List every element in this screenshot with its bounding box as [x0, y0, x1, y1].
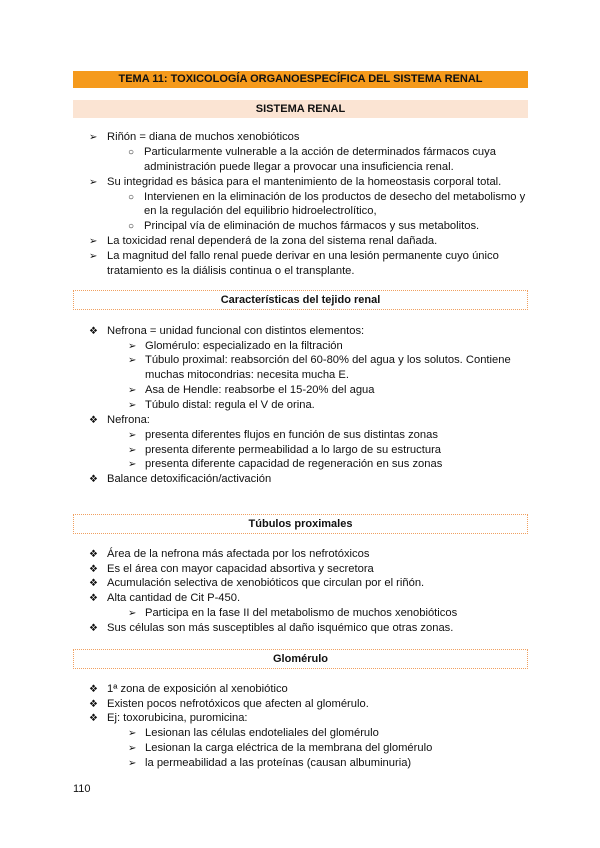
diamond-bullet-icon: ❖	[89, 326, 98, 337]
list-item: 1ª zona de exposición al xenobiótico	[107, 683, 288, 695]
list-item: la permeabilidad a las proteínas (causan albuminuria)	[145, 757, 412, 769]
diamond-bullet-icon: ❖	[89, 684, 98, 695]
diamond-bullet-icon: ❖	[89, 415, 98, 426]
diamond-bullet-icon: ❖	[89, 474, 98, 485]
subsection-heading-tubulos-proximales: Túbulos proximales	[73, 514, 528, 534]
arrow-bullet-icon: ➢	[89, 251, 98, 262]
list-item: presenta diferente permeabilidad a lo largo de su estructura	[145, 444, 442, 456]
arrow-bullet-icon: ➢	[128, 385, 137, 396]
list-item: La toxicidad renal dependerá de la zona del sistema renal dañada.	[107, 235, 438, 247]
arrow-bullet-icon: ➢	[128, 728, 137, 739]
arrow-bullet-icon: ➢	[128, 459, 137, 470]
arrow-bullet-icon: ➢	[128, 743, 137, 754]
list-item: Nefrona:	[107, 414, 150, 426]
topic-title: TEMA 11: TOXICOLOGÍA ORGANOESPECÍFICA DEL SISTEMA RENAL	[73, 71, 528, 88]
list-item: Su integridad es básica para el mantenimiento de la homeostasis corporal total.	[107, 176, 502, 188]
arrow-bullet-icon: ➢	[128, 758, 137, 769]
diamond-bullet-icon: ❖	[89, 564, 98, 575]
list-item: Lesionan la carga eléctrica de la membrana del glomérulo	[145, 742, 433, 754]
list-item: Ej: toxorubicina, puromicina:	[107, 712, 248, 724]
list-item: Túbulo distal: regula el V de orina.	[145, 399, 315, 411]
list-item: Nefrona = unidad funcional con distintos elementos:	[107, 325, 365, 337]
circle-bullet-icon: ○	[128, 221, 135, 232]
list-item: Sus células son más susceptibles al daño isquémico que otras zonas.	[107, 622, 454, 634]
list-item: Área de la nefrona más afectada por los nefrotóxicos	[107, 548, 370, 560]
list-item: Participa en la fase II del metabolismo de muchos xenobióticos	[145, 607, 458, 619]
diamond-bullet-icon: ❖	[89, 699, 98, 710]
list-item: Existen pocos nefrotóxicos que afecten al glomérulo.	[107, 698, 369, 710]
list-item: en la regulación del equilibrio hidroelectrolítico,	[144, 205, 377, 217]
list-item: Particularmente vulnerable a la acción de determinados fármacos cuya	[144, 146, 496, 158]
list-item: tratamiento es la diálisis continua o el transplante.	[107, 265, 355, 277]
arrow-bullet-icon: ➢	[128, 445, 137, 456]
list-item: administración puede llegar a provocar una insuficiencia renal.	[144, 161, 454, 173]
list-item: Alta cantidad de Cit P-450.	[107, 592, 241, 604]
section-heading: SISTEMA RENAL	[73, 100, 528, 118]
arrow-bullet-icon: ➢	[89, 177, 98, 188]
subsection-heading-tejido-renal: Características del tejido renal	[73, 290, 528, 310]
list-item: presenta diferente capacidad de regeneración en sus zonas	[145, 458, 443, 470]
arrow-bullet-icon: ➢	[89, 236, 98, 247]
arrow-bullet-icon: ➢	[128, 341, 137, 352]
diamond-bullet-icon: ❖	[89, 549, 98, 560]
list-item: Asa de Hendle: reabsorbe el 15-20% del agua	[145, 384, 375, 396]
list-item: La magnitud del fallo renal puede derivar en una lesión permanente cuyo único	[107, 250, 499, 262]
list-item: muchas mitocondrias: necesita mucha E.	[145, 369, 349, 381]
list-item: Principal vía de eliminación de muchos fármacos y sus metabolitos.	[144, 220, 480, 232]
list-item: Es el área con mayor capacidad absortiva y secretora	[107, 563, 374, 575]
diamond-bullet-icon: ❖	[89, 713, 98, 724]
arrow-bullet-icon: ➢	[128, 608, 137, 619]
circle-bullet-icon: ○	[128, 147, 135, 158]
arrow-bullet-icon: ➢	[128, 355, 137, 366]
page-number: 110	[73, 783, 91, 795]
list-item: Balance detoxificación/activación	[107, 473, 272, 485]
arrow-bullet-icon: ➢	[128, 400, 137, 411]
list-item: Acumulación selectiva de xenobióticos que circulan por el riñón.	[107, 577, 425, 589]
diamond-bullet-icon: ❖	[89, 623, 98, 634]
list-item: Lesionan las células endoteliales del glomérulo	[145, 727, 379, 739]
subsection-heading-glomerulo: Glomérulo	[73, 649, 528, 669]
list-item: Glomérulo: especializado en la filtración	[145, 340, 343, 352]
circle-bullet-icon: ○	[128, 192, 135, 203]
list-item: Intervienen en la eliminación de los productos de desecho del metabolismo y	[144, 191, 526, 203]
list-item: Túbulo proximal: reabsorción del 60-80% del agua y los solutos. Contiene	[145, 354, 511, 366]
arrow-bullet-icon: ➢	[128, 430, 137, 441]
diamond-bullet-icon: ❖	[89, 593, 98, 604]
list-item: presenta diferentes flujos en función de sus distintas zonas	[145, 429, 438, 441]
arrow-bullet-icon: ➢	[89, 132, 98, 143]
list-item: Riñón = diana de muchos xenobióticos	[107, 131, 300, 143]
diamond-bullet-icon: ❖	[89, 578, 98, 589]
